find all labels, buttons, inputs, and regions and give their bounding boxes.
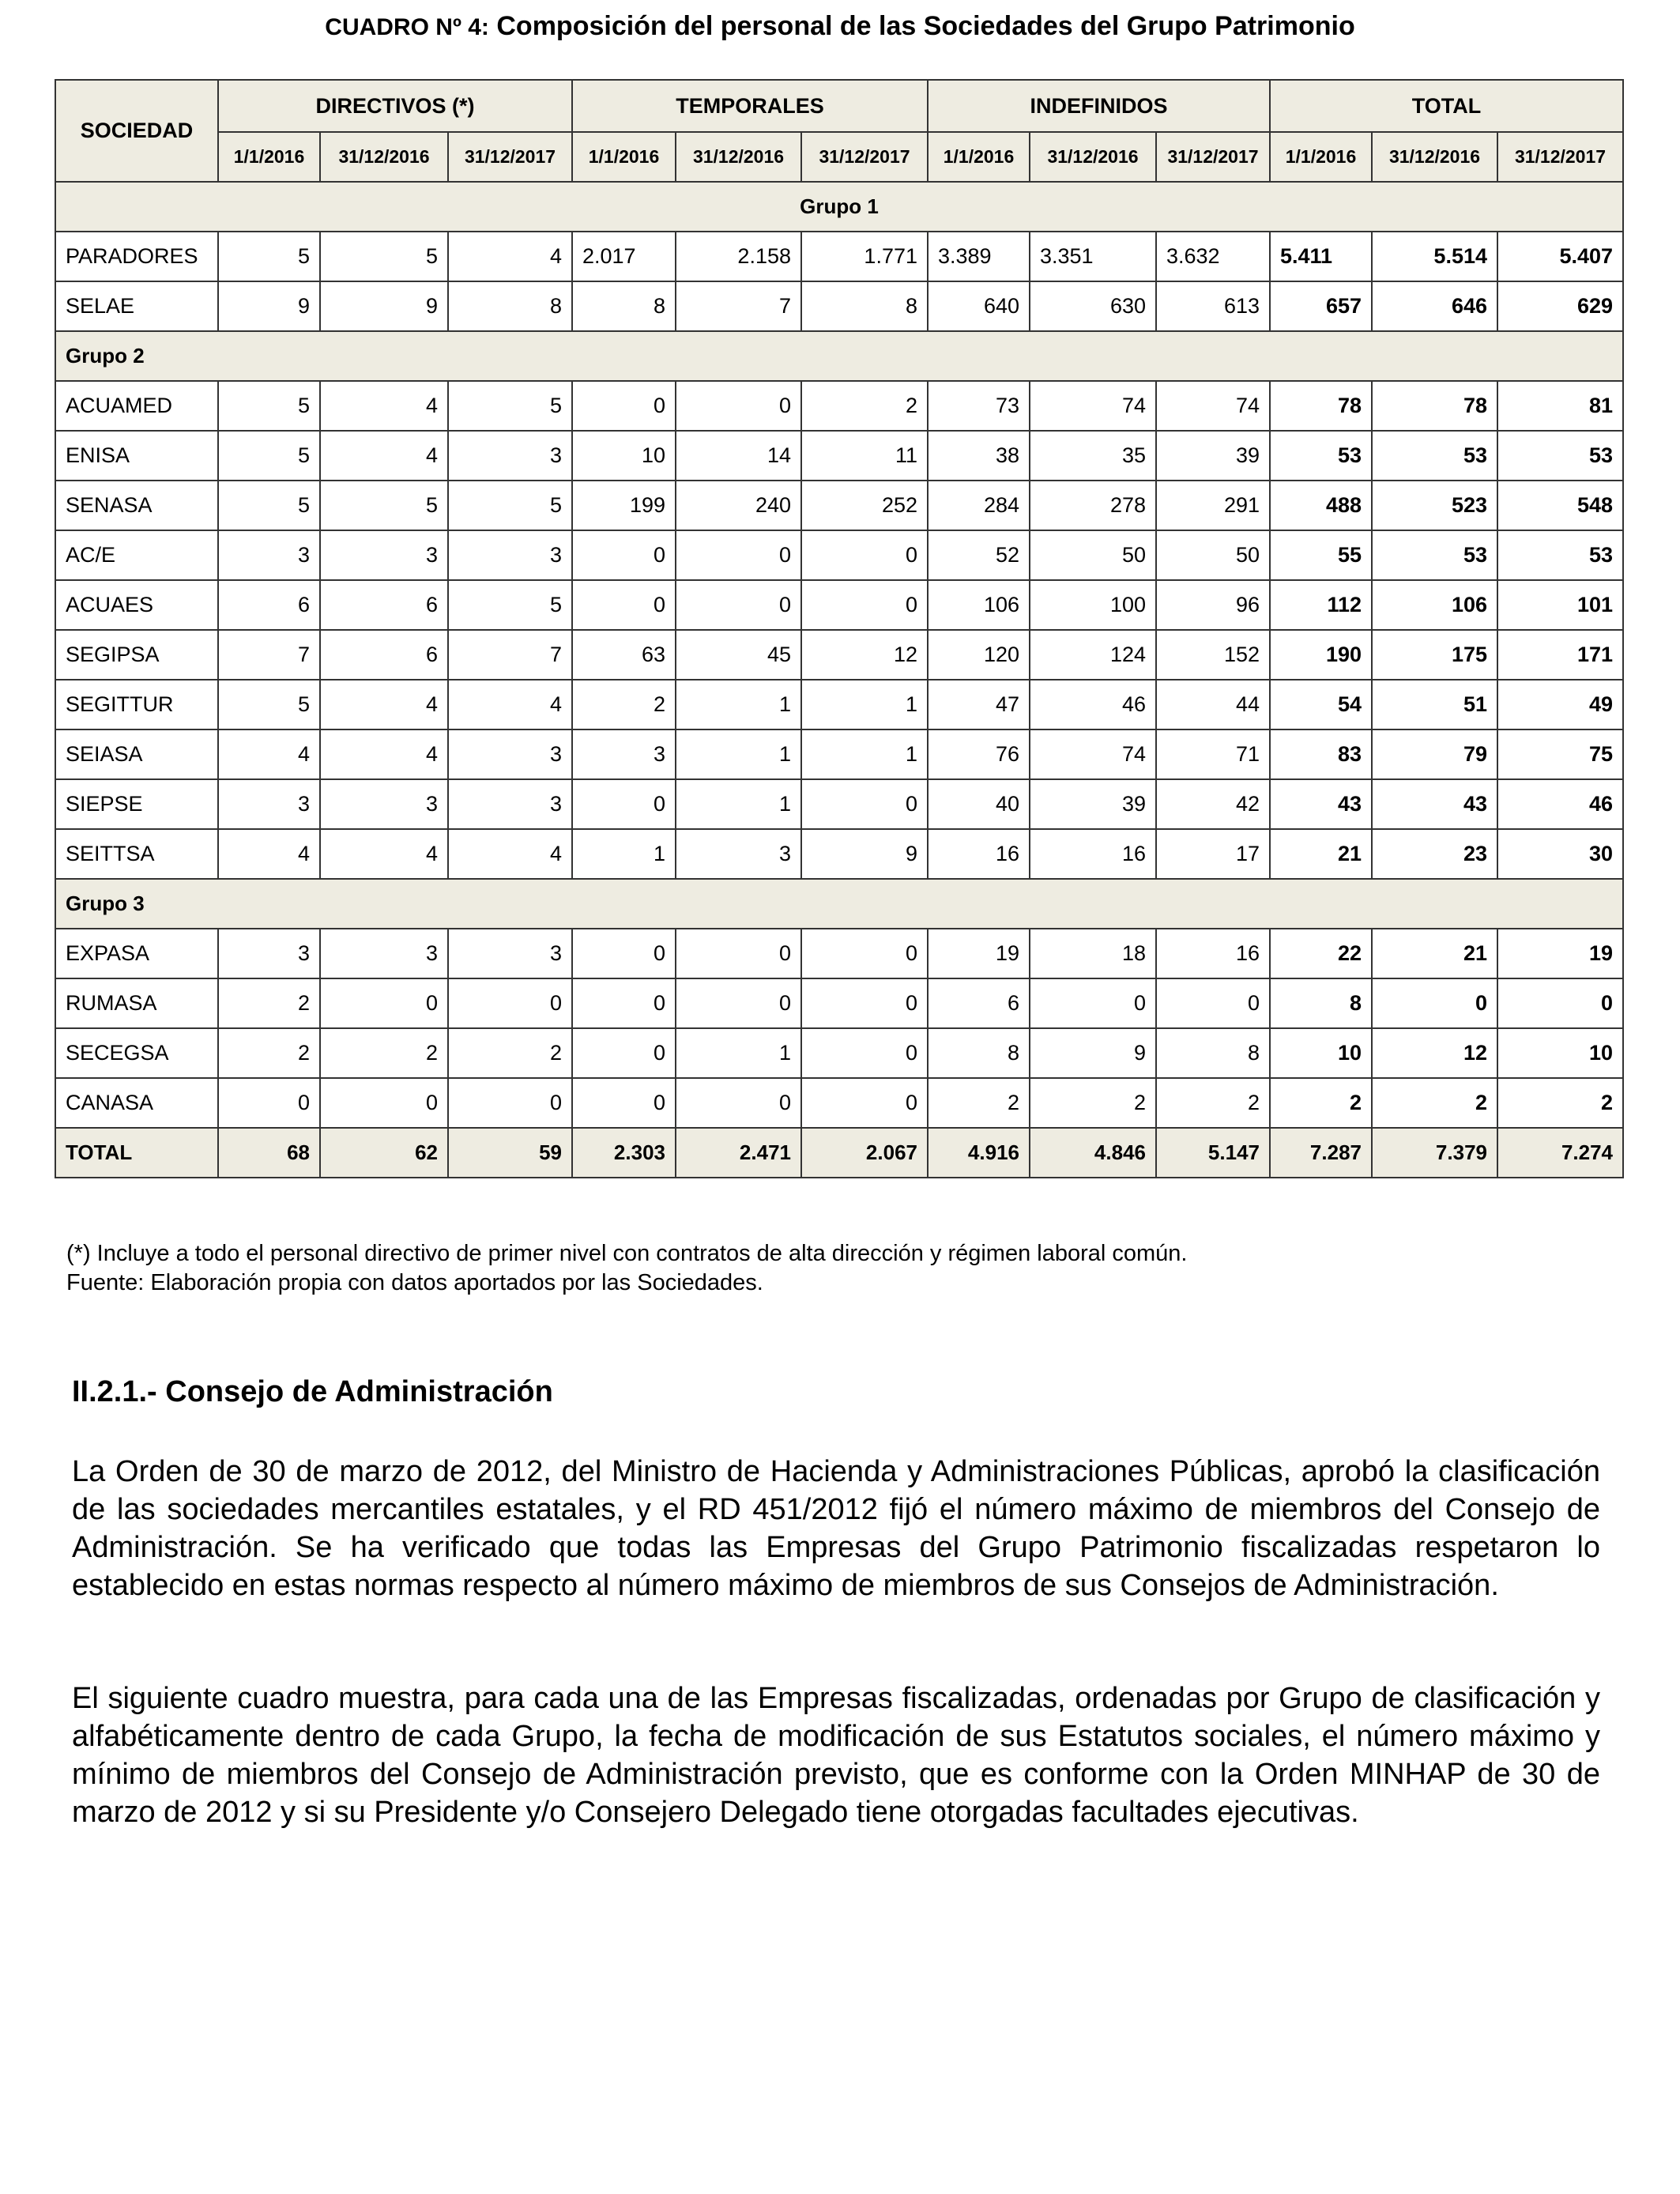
cell-value: 120 [928, 630, 1030, 680]
cell-value: 55 [1270, 530, 1372, 580]
total-row [55, 1128, 1623, 1178]
header-date: 31/12/2017 [801, 132, 928, 182]
cell-value: 1 [801, 729, 928, 779]
cell-value: 8 [572, 281, 676, 331]
cell-value: 16 [1156, 929, 1270, 978]
cell-value: 79 [1372, 729, 1497, 779]
cell-value: 46 [1030, 680, 1156, 729]
header-date: 31/12/2017 [448, 132, 572, 182]
cell-value: 0 [801, 1028, 928, 1078]
header-date: 31/12/2016 [320, 132, 448, 182]
cell-value: 1 [801, 680, 928, 729]
cell-value: 12 [801, 630, 928, 680]
cell-value: 49 [1497, 680, 1623, 729]
cell-value: 2 [320, 1028, 448, 1078]
cell-value: 35 [1030, 431, 1156, 481]
cell-value: 5 [218, 481, 320, 530]
company-name: SEGITTUR [55, 680, 218, 729]
table-row [55, 829, 1623, 879]
group-row [55, 331, 1623, 381]
cell-value: 71 [1156, 729, 1270, 779]
company-name: CANASA [55, 1078, 218, 1128]
table-row [55, 232, 1623, 281]
cell-value: 0 [801, 929, 928, 978]
total-value: 4.846 [1030, 1128, 1156, 1178]
cell-value: 3 [218, 779, 320, 829]
cell-value: 54 [1270, 680, 1372, 729]
header-date: 31/12/2016 [676, 132, 801, 182]
table-title-text: Composición del personal de las Sociedades del Grupo Patrimonio [496, 11, 1355, 41]
cell-value: 2 [572, 680, 676, 729]
header-date: 1/1/2016 [928, 132, 1030, 182]
cell-value: 8 [448, 281, 572, 331]
cell-value: 3.632 [1156, 232, 1270, 281]
company-name: ACUAMED [55, 381, 218, 431]
cell-value: 2 [1372, 1078, 1497, 1128]
cell-value: 106 [1372, 580, 1497, 630]
header-date: 31/12/2016 [1030, 132, 1156, 182]
cell-value: 50 [1156, 530, 1270, 580]
cell-value: 100 [1030, 580, 1156, 630]
company-name: ACUAES [55, 580, 218, 630]
total-value: 59 [448, 1128, 572, 1178]
cell-value: 2 [218, 978, 320, 1028]
cell-value: 640 [928, 281, 1030, 331]
cell-value: 96 [1156, 580, 1270, 630]
cell-value: 0 [676, 580, 801, 630]
cell-value: 74 [1156, 381, 1270, 431]
table-row [55, 431, 1623, 481]
cell-value: 0 [572, 1028, 676, 1078]
section-heading: II.2.1.- Consejo de Administración [72, 1375, 553, 1408]
cell-value: 5 [448, 381, 572, 431]
cell-value: 4 [320, 729, 448, 779]
table-row [55, 779, 1623, 829]
cell-value: 171 [1497, 630, 1623, 680]
cell-value: 548 [1497, 481, 1623, 530]
cell-value: 8 [1156, 1028, 1270, 1078]
cell-value: 190 [1270, 630, 1372, 680]
cell-value: 284 [928, 481, 1030, 530]
cell-value: 17 [1156, 829, 1270, 879]
cell-value: 0 [572, 1078, 676, 1128]
cell-value: 0 [572, 929, 676, 978]
cell-value: 42 [1156, 779, 1270, 829]
cell-value: 2 [928, 1078, 1030, 1128]
cell-value: 0 [448, 1078, 572, 1128]
cell-value: 3 [448, 431, 572, 481]
cell-value: 5 [218, 431, 320, 481]
paragraph: El siguiente cuadro muestra, para cada una de las Empresas fiscalizadas, ordenadas por Grupo de clasificación y alfabéticamente dentro de cada Grupo, la fecha de modificación de sus Estatutos sociales, el número máximo y mínimo de miembros del Consejo de Administración previsto, que es conforme con la Orden MINHAP de 30 de marzo de 2012 y si su Presidente y/o Consejero Delegado tiene otorgadas facultades ejecutivas. [72, 1682, 1600, 1829]
cell-value: 9 [218, 281, 320, 331]
total-label: TOTAL [55, 1128, 218, 1178]
cell-value: 5 [448, 580, 572, 630]
group-row [55, 879, 1623, 929]
cell-value: 613 [1156, 281, 1270, 331]
cell-value: 12 [1372, 1028, 1497, 1078]
company-name: EXPASA [55, 929, 218, 978]
header-date: 31/12/2017 [1497, 132, 1623, 182]
table-row [55, 481, 1623, 530]
cell-value: 8 [801, 281, 928, 331]
table-row [55, 580, 1623, 630]
cell-value: 74 [1030, 729, 1156, 779]
cell-value: 252 [801, 481, 928, 530]
cell-value: 0 [320, 1078, 448, 1128]
cell-value: 1 [572, 829, 676, 879]
cell-value: 0 [320, 978, 448, 1028]
cell-value: 4 [320, 829, 448, 879]
cell-value: 22 [1270, 929, 1372, 978]
cell-value: 11 [801, 431, 928, 481]
cell-value: 5 [218, 381, 320, 431]
cell-value: 152 [1156, 630, 1270, 680]
cell-value: 0 [1497, 978, 1623, 1028]
cell-value: 8 [928, 1028, 1030, 1078]
total-value: 7.274 [1497, 1128, 1623, 1178]
cell-value: 75 [1497, 729, 1623, 779]
cell-value: 23 [1372, 829, 1497, 879]
cell-value: 2.017 [572, 232, 676, 281]
cell-value: 53 [1372, 431, 1497, 481]
table-row [55, 381, 1623, 431]
cell-value: 2 [801, 381, 928, 431]
cell-value: 2 [218, 1028, 320, 1078]
cell-value: 39 [1030, 779, 1156, 829]
cell-value: 106 [928, 580, 1030, 630]
total-value: 68 [218, 1128, 320, 1178]
company-name: SEGIPSA [55, 630, 218, 680]
cell-value: 0 [801, 530, 928, 580]
cell-value: 3 [218, 929, 320, 978]
company-name: ENISA [55, 431, 218, 481]
cell-value: 1 [676, 680, 801, 729]
total-value: 2.471 [676, 1128, 801, 1178]
cell-value: 6 [320, 580, 448, 630]
cell-value: 73 [928, 381, 1030, 431]
cell-value: 5.407 [1497, 232, 1623, 281]
header-sociedad: SOCIEDAD [55, 80, 218, 182]
total-value: 62 [320, 1128, 448, 1178]
cell-value: 629 [1497, 281, 1623, 331]
cell-value: 53 [1497, 431, 1623, 481]
cell-value: 16 [1030, 829, 1156, 879]
cell-value: 2 [1270, 1078, 1372, 1128]
cell-value: 0 [448, 978, 572, 1028]
cell-value: 76 [928, 729, 1030, 779]
cell-value: 2 [448, 1028, 572, 1078]
total-value: 5.147 [1156, 1128, 1270, 1178]
total-value: 2.067 [801, 1128, 928, 1178]
cell-value: 43 [1372, 779, 1497, 829]
cell-value: 78 [1372, 381, 1497, 431]
total-value: 7.287 [1270, 1128, 1372, 1178]
company-name: SELAE [55, 281, 218, 331]
cell-value: 3.351 [1030, 232, 1156, 281]
cell-value: 6 [928, 978, 1030, 1028]
table-row [55, 978, 1623, 1028]
cell-value: 101 [1497, 580, 1623, 630]
table-row [55, 1078, 1623, 1128]
cell-value: 44 [1156, 680, 1270, 729]
cell-value: 0 [676, 530, 801, 580]
cell-value: 4 [320, 381, 448, 431]
cell-value: 3 [448, 929, 572, 978]
cell-value: 4 [448, 829, 572, 879]
table-row [55, 281, 1623, 331]
cell-value: 19 [1497, 929, 1623, 978]
cell-value: 630 [1030, 281, 1156, 331]
cell-value: 4 [448, 232, 572, 281]
cell-value: 124 [1030, 630, 1156, 680]
cell-value: 4 [218, 829, 320, 879]
company-name: SEITTSA [55, 829, 218, 879]
cell-value: 30 [1497, 829, 1623, 879]
cell-value: 291 [1156, 481, 1270, 530]
cell-value: 4 [320, 431, 448, 481]
cell-value: 53 [1372, 530, 1497, 580]
cell-value: 0 [572, 978, 676, 1028]
cell-value: 175 [1372, 630, 1497, 680]
cell-value: 2.158 [676, 232, 801, 281]
table-row [55, 729, 1623, 779]
cell-value: 0 [676, 978, 801, 1028]
header-group-directivos: DIRECTIVOS (*) [218, 80, 572, 132]
cell-value: 199 [572, 481, 676, 530]
table-row [55, 530, 1623, 580]
cell-value: 3 [676, 829, 801, 879]
cell-value: 0 [1372, 978, 1497, 1028]
cell-value: 2 [1497, 1078, 1623, 1128]
cell-value: 4 [320, 680, 448, 729]
table-title [0, 11, 1680, 42]
cell-value: 5 [320, 481, 448, 530]
cell-value: 278 [1030, 481, 1156, 530]
cell-value: 43 [1270, 779, 1372, 829]
cell-value: 0 [801, 978, 928, 1028]
cell-value: 0 [801, 580, 928, 630]
total-value: 4.916 [928, 1128, 1030, 1178]
cell-value: 78 [1270, 381, 1372, 431]
cell-value: 39 [1156, 431, 1270, 481]
cell-value: 52 [928, 530, 1030, 580]
cell-value: 2 [1156, 1078, 1270, 1128]
table-row [55, 630, 1623, 680]
personnel-table [55, 79, 1624, 1178]
cell-value: 3 [320, 530, 448, 580]
group-label: Grupo 3 [55, 879, 1623, 929]
table-row [55, 680, 1623, 729]
cell-value: 1.771 [801, 232, 928, 281]
header-date: 31/12/2016 [1372, 132, 1497, 182]
cell-value: 3 [320, 929, 448, 978]
cell-value: 7 [448, 630, 572, 680]
cell-value: 1 [676, 779, 801, 829]
cell-value: 0 [1156, 978, 1270, 1028]
company-name: PARADORES [55, 232, 218, 281]
cell-value: 83 [1270, 729, 1372, 779]
cell-value: 0 [572, 580, 676, 630]
cell-value: 46 [1497, 779, 1623, 829]
table-title-lead: CUADRO Nº 4: [325, 14, 489, 40]
cell-value: 0 [572, 779, 676, 829]
source-note: Fuente: Elaboración propia con datos aportados por las Sociedades. [66, 1270, 763, 1295]
header-date: 1/1/2016 [218, 132, 320, 182]
total-value: 2.303 [572, 1128, 676, 1178]
header-date: 1/1/2016 [572, 132, 676, 182]
cell-value: 10 [1497, 1028, 1623, 1078]
cell-value: 3 [448, 779, 572, 829]
cell-value: 0 [801, 1078, 928, 1128]
cell-value: 0 [572, 381, 676, 431]
cell-value: 0 [676, 381, 801, 431]
cell-value: 5.514 [1372, 232, 1497, 281]
cell-value: 240 [676, 481, 801, 530]
cell-value: 53 [1270, 431, 1372, 481]
company-name: AC/E [55, 530, 218, 580]
cell-value: 53 [1497, 530, 1623, 580]
company-name: SECEGSA [55, 1028, 218, 1078]
cell-value: 9 [1030, 1028, 1156, 1078]
cell-value: 38 [928, 431, 1030, 481]
header-date: 31/12/2017 [1156, 132, 1270, 182]
cell-value: 5 [320, 232, 448, 281]
cell-value: 6 [218, 580, 320, 630]
cell-value: 3 [320, 779, 448, 829]
cell-value: 5 [218, 680, 320, 729]
cell-value: 0 [676, 929, 801, 978]
cell-value: 40 [928, 779, 1030, 829]
cell-value: 3 [572, 729, 676, 779]
paragraph: La Orden de 30 de marzo de 2012, del Ministro de Hacienda y Administraciones Públicas, aprobó la clasificación de las sociedades mercantiles estatales, y el RD 451/2012 fijó el número máximo de miembros del Consejo de Administración. Se ha verificado que todas las Empresas del Grupo Patrimonio fiscalizadas respetaron lo establecido en estas normas respecto al número máximo de miembros de sus Consejos de Administración. [72, 1455, 1600, 1602]
cell-value: 51 [1372, 680, 1497, 729]
cell-value: 6 [320, 630, 448, 680]
company-name: SIEPSE [55, 779, 218, 829]
cell-value: 9 [320, 281, 448, 331]
cell-value: 7 [218, 630, 320, 680]
cell-value: 3 [448, 530, 572, 580]
cell-value: 50 [1030, 530, 1156, 580]
cell-value: 0 [1030, 978, 1156, 1028]
header-date: 1/1/2016 [1270, 132, 1372, 182]
table-row [55, 929, 1623, 978]
cell-value: 7 [676, 281, 801, 331]
cell-value: 5 [448, 481, 572, 530]
cell-value: 21 [1270, 829, 1372, 879]
cell-value: 16 [928, 829, 1030, 879]
cell-value: 5.411 [1270, 232, 1372, 281]
cell-value: 3 [448, 729, 572, 779]
cell-value: 0 [572, 530, 676, 580]
cell-value: 81 [1497, 381, 1623, 431]
company-name: SEIASA [55, 729, 218, 779]
cell-value: 0 [676, 1078, 801, 1128]
cell-value: 10 [572, 431, 676, 481]
cell-value: 18 [1030, 929, 1156, 978]
cell-value: 3.389 [928, 232, 1030, 281]
cell-value: 0 [218, 1078, 320, 1128]
cell-value: 1 [676, 729, 801, 779]
cell-value: 3 [218, 530, 320, 580]
cell-value: 63 [572, 630, 676, 680]
cell-value: 1 [676, 1028, 801, 1078]
footnote: (*) Incluye a todo el personal directivo de primer nivel con contratos de alta dirección y régimen laboral común. [66, 1241, 1188, 1266]
total-value: 7.379 [1372, 1128, 1497, 1178]
header-group-indefinidos: INDEFINIDOS [928, 80, 1270, 132]
cell-value: 4 [218, 729, 320, 779]
cell-value: 488 [1270, 481, 1372, 530]
cell-value: 0 [801, 779, 928, 829]
company-name: RUMASA [55, 978, 218, 1028]
cell-value: 45 [676, 630, 801, 680]
company-name: SENASA [55, 481, 218, 530]
cell-value: 657 [1270, 281, 1372, 331]
cell-value: 2 [1030, 1078, 1156, 1128]
cell-value: 19 [928, 929, 1030, 978]
cell-value: 112 [1270, 580, 1372, 630]
cell-value: 646 [1372, 281, 1497, 331]
cell-value: 523 [1372, 481, 1497, 530]
cell-value: 74 [1030, 381, 1156, 431]
cell-value: 47 [928, 680, 1030, 729]
cell-value: 4 [448, 680, 572, 729]
cell-value: 9 [801, 829, 928, 879]
cell-value: 10 [1270, 1028, 1372, 1078]
table-notes [66, 1239, 1188, 1298]
header-group-temporales: TEMPORALES [572, 80, 928, 132]
cell-value: 21 [1372, 929, 1497, 978]
table-row [55, 1028, 1623, 1078]
group-label: Grupo 1 [55, 182, 1623, 232]
group-label: Grupo 2 [55, 331, 1623, 381]
header-group-total: TOTAL [1270, 80, 1623, 132]
cell-value: 8 [1270, 978, 1372, 1028]
group-row [55, 182, 1623, 232]
cell-value: 5 [218, 232, 320, 281]
cell-value: 14 [676, 431, 801, 481]
